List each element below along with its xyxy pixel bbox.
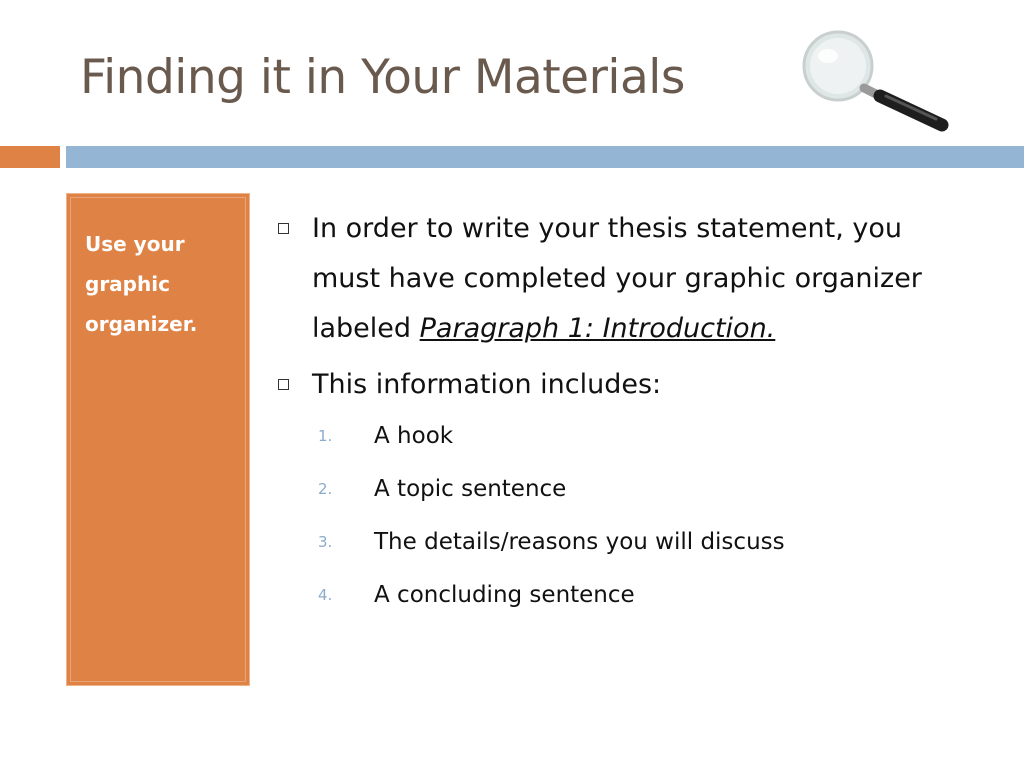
sidebar-text: Use your graphic organizer. <box>85 232 198 336</box>
list-number: 2. <box>318 480 333 498</box>
list-item <box>276 463 976 516</box>
numbered-list <box>276 410 976 622</box>
list-item-text: The details/reasons you will discuss <box>374 529 785 555</box>
list-item <box>276 569 976 622</box>
square-bullet-icon <box>278 223 289 234</box>
list-item <box>276 410 976 463</box>
list-number: 4. <box>318 586 333 604</box>
list-item-text: A hook <box>374 423 454 449</box>
list-item-text: A topic sentence <box>374 476 567 502</box>
list-item-text: A concluding sentence <box>374 582 635 608</box>
slide-title: Finding it in Your Materials <box>80 50 685 105</box>
bullet-thesis-text: In order to write your thesis statement, you must have completed your graphic organizer labeled <box>312 213 922 344</box>
bullet-includes-text: This information includes: <box>312 369 662 400</box>
bullet-includes <box>276 360 976 410</box>
bullet-thesis <box>276 204 976 354</box>
list-item <box>276 516 976 569</box>
square-bullet-icon <box>278 379 289 390</box>
list-number: 3. <box>318 533 333 551</box>
list-number: 1. <box>318 427 333 445</box>
paragraph-link[interactable]: Paragraph 1: Introduction. <box>419 313 776 344</box>
slide-content <box>276 204 976 622</box>
header-accent-bar-orange <box>0 146 60 168</box>
magnifying-glass-icon <box>796 22 956 134</box>
header-accent-bar-blue <box>66 146 1024 168</box>
sidebar-panel <box>66 193 250 686</box>
